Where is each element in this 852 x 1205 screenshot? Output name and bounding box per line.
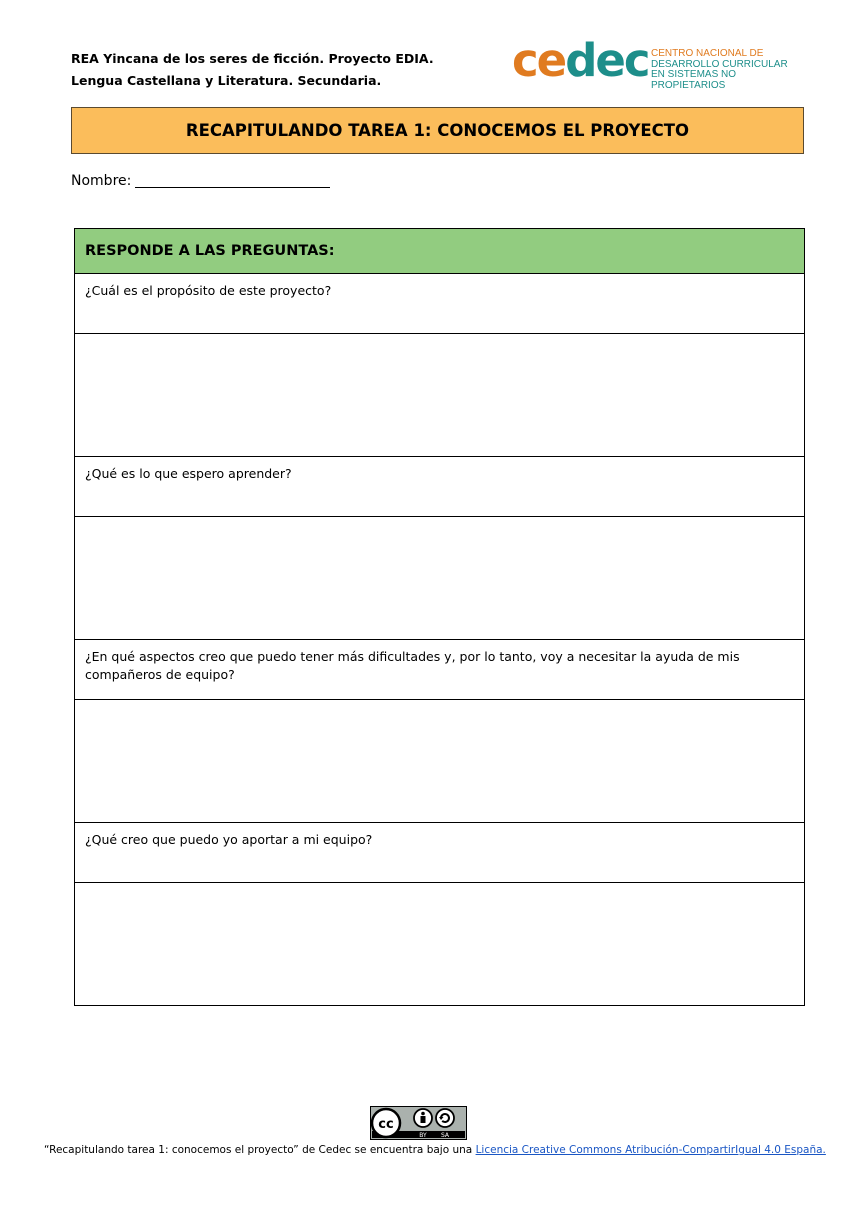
sa-icon — [436, 1109, 454, 1127]
question-4: ¿Qué creo que puedo yo aportar a mi equipo? — [75, 823, 805, 883]
header-line-2: Lengua Castellana y Literatura. Secundaria. — [71, 73, 382, 88]
header-line-1: REA Yincana de los seres de ficción. Proyecto EDIA. — [71, 51, 434, 66]
questions-table — [74, 228, 805, 1006]
document-header — [71, 48, 434, 92]
question-1: ¿Cuál es el propósito de este proyecto? — [75, 274, 805, 334]
answer-area-3[interactable] — [75, 700, 805, 823]
name-field — [71, 173, 330, 189]
name-blank-line[interactable] — [135, 173, 330, 188]
page-title: RECAPITULANDO TAREA 1: CONOCEMOS EL PROYECTO — [71, 107, 804, 154]
license-link[interactable]: Licencia Creative Commons Atribución-CompartirIgual 4.0 España. — [475, 1144, 826, 1156]
footer-text: “Recapitulando tarea 1: conocemos el proyecto” de Cedec se encuentra bajo una — [44, 1144, 476, 1156]
creative-commons-badge[interactable] — [370, 1106, 467, 1140]
cedec-logo-word: cedec — [512, 34, 649, 87]
by-label: BY — [419, 1132, 427, 1139]
cedec-logo — [512, 34, 812, 91]
license-footer — [44, 1144, 826, 1156]
question-3: ¿En qué aspectos creo que puedo tener más dificultades y, por lo tanto, voy a necesitar la ayuda de mis compañeros de equipo? — [75, 640, 805, 700]
cedec-logo-subtitle: CENTRO NACIONAL DE DESARROLLO CURRICULAR EN SISTEMAS NO PROPIETARIOS — [651, 48, 788, 91]
question-2: ¿Qué es lo que espero aprender? — [75, 457, 805, 517]
answer-area-4[interactable] — [75, 883, 805, 1006]
name-label: Nombre: — [71, 173, 132, 189]
questions-header: RESPONDE A LAS PREGUNTAS: — [75, 229, 805, 274]
answer-area-1[interactable] — [75, 334, 805, 457]
cc-label: cc — [378, 1117, 394, 1132]
answer-area-2[interactable] — [75, 517, 805, 640]
sa-label: SA — [440, 1132, 450, 1139]
